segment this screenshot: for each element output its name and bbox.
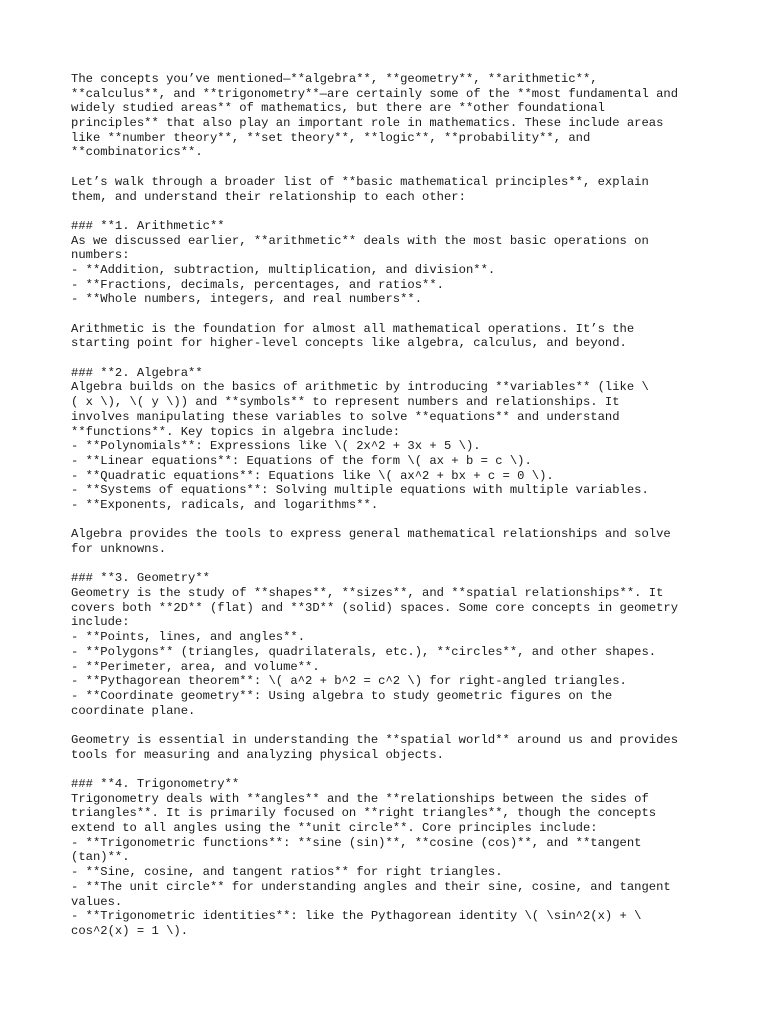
list-item: - **Exponents, radicals, and logarithms**. <box>71 497 379 512</box>
paragraph-line: extend to all angles using the **unit circle**. Core principles include: <box>71 821 598 836</box>
list-item: - **Whole numbers, integers, and real numbers**. <box>71 292 423 307</box>
section-heading: ### **2. Algebra** <box>71 365 203 380</box>
list-item: - **Trigonometric functions**: **sine (sin)**, **cosine (cos)**, and **tangent <box>71 835 642 850</box>
paragraph-line: widely studied areas** of mathematics, but there are **other foundational <box>71 101 605 116</box>
paragraph-line: Trigonometry deals with **angles** and the **relationships between the sides of <box>71 791 649 806</box>
list-item: - **Polynomials**: Expressions like \( 2x^2 + 3x + 5 \). <box>71 439 481 454</box>
list-item: - **Pythagorean theorem**: \( a^2 + b^2 = c^2 \) for right-angled triangles. <box>71 674 627 689</box>
document-body <box>71 72 711 939</box>
paragraph-line: include: <box>71 615 130 630</box>
paragraph-line: them, and understand their relationship to each other: <box>71 189 466 204</box>
blank-line <box>71 204 711 219</box>
list-item: - **Trigonometric identities**: like the Pythagorean identity \( \sin^2(x) + \ <box>71 909 642 924</box>
paragraph-line: principles** that also play an important role in mathematics. These include areas <box>71 116 664 131</box>
paragraph-line: triangles**. It is primarily focused on **right triangles**, though the concepts <box>71 806 657 821</box>
list-item: - **Polygons** (triangles, quadrilaterals, etc.), **circles**, and other shapes. <box>71 644 657 659</box>
blank-line <box>71 557 711 572</box>
paragraph-line: numbers: <box>71 248 130 263</box>
list-item: - **Points, lines, and angles**. <box>71 630 306 645</box>
list-item: - **Systems of equations**: Solving multiple equations with multiple variables. <box>71 483 649 498</box>
list-item: - **Coordinate geometry**: Using algebra to study geometric figures on the <box>71 688 613 703</box>
paragraph-line: Geometry is essential in understanding the **spatial world** around us and provides <box>71 732 679 747</box>
paragraph-line: ( x \), \( y \)) and **symbols** to represent numbers and relationships. It <box>71 395 620 410</box>
paragraph-line: **calculus**, and **trigonometry**—are certainly some of the **most fundamental and <box>71 86 679 101</box>
paragraph-line: Geometry is the study of **shapes**, **sizes**, and **spatial relationships**. It <box>71 586 664 601</box>
list-item: - **Sine, cosine, and tangent ratios** for right triangles. <box>71 865 503 880</box>
list-item: - **Perimeter, area, and volume**. <box>71 659 320 674</box>
list-item: - **Addition, subtraction, multiplication, and division**. <box>71 262 496 277</box>
paragraph-line: (tan)**. <box>71 850 130 865</box>
list-item: - **Fractions, decimals, percentages, and ratios**. <box>71 277 444 292</box>
blank-line <box>71 307 711 322</box>
paragraph-line: Algebra builds on the basics of arithmetic by introducing **variables** (like \ <box>71 380 649 395</box>
section-heading: ### **3. Geometry** <box>71 571 210 586</box>
paragraph-line: involves manipulating these variables to solve **equations** and understand <box>71 409 620 424</box>
paragraph-line: Arithmetic is the foundation for almost all mathematical operations. It’s the <box>71 321 635 336</box>
paragraph-line: The concepts you’ve mentioned—**algebra**, **geometry**, **arithmetic**, <box>71 72 598 86</box>
paragraph-line: tools for measuring and analyzing physical objects. <box>71 747 444 762</box>
blank-line <box>71 762 711 777</box>
paragraph-line: covers both **2D** (flat) and **3D** (solid) spaces. Some core concepts in geometry <box>71 600 679 615</box>
paragraph-line: cos^2(x) = 1 \). <box>71 923 189 938</box>
blank-line <box>71 160 711 175</box>
list-item: - **Linear equations**: Equations of the form \( ax + b = c \). <box>71 453 532 468</box>
blank-line <box>71 351 711 366</box>
section-heading: ### **1. Arithmetic** <box>71 218 225 233</box>
paragraph-line: values. <box>71 894 123 909</box>
paragraph-line: **functions**. Key topics in algebra include: <box>71 424 401 439</box>
paragraph-line: Let’s walk through a broader list of **basic mathematical principles**, explain <box>71 174 649 189</box>
list-item: - **Quadratic equations**: Equations like \( ax^2 + bx + c = 0 \). <box>71 468 554 483</box>
paragraph-line: Algebra provides the tools to express general mathematical relationships and solve <box>71 527 671 542</box>
paragraph-line: As we discussed earlier, **arithmetic** deals with the most basic operations on <box>71 233 649 248</box>
paragraph-line: for unknowns. <box>71 542 167 556</box>
paragraph-line: like **number theory**, **set theory**, **logic**, **probability**, and <box>71 130 591 145</box>
paragraph-line: starting point for higher-level concepts like algebra, calculus, and beyond. <box>71 336 627 351</box>
list-item: - **The unit circle** for understanding angles and their sine, cosine, and tangent <box>71 879 671 894</box>
blank-line <box>71 513 711 528</box>
paragraph-line: coordinate plane. <box>71 703 196 718</box>
section-heading: ### **4. Trigonometry** <box>71 777 240 791</box>
blank-line <box>71 718 711 733</box>
paragraph-line: **combinatorics**. <box>71 145 203 160</box>
